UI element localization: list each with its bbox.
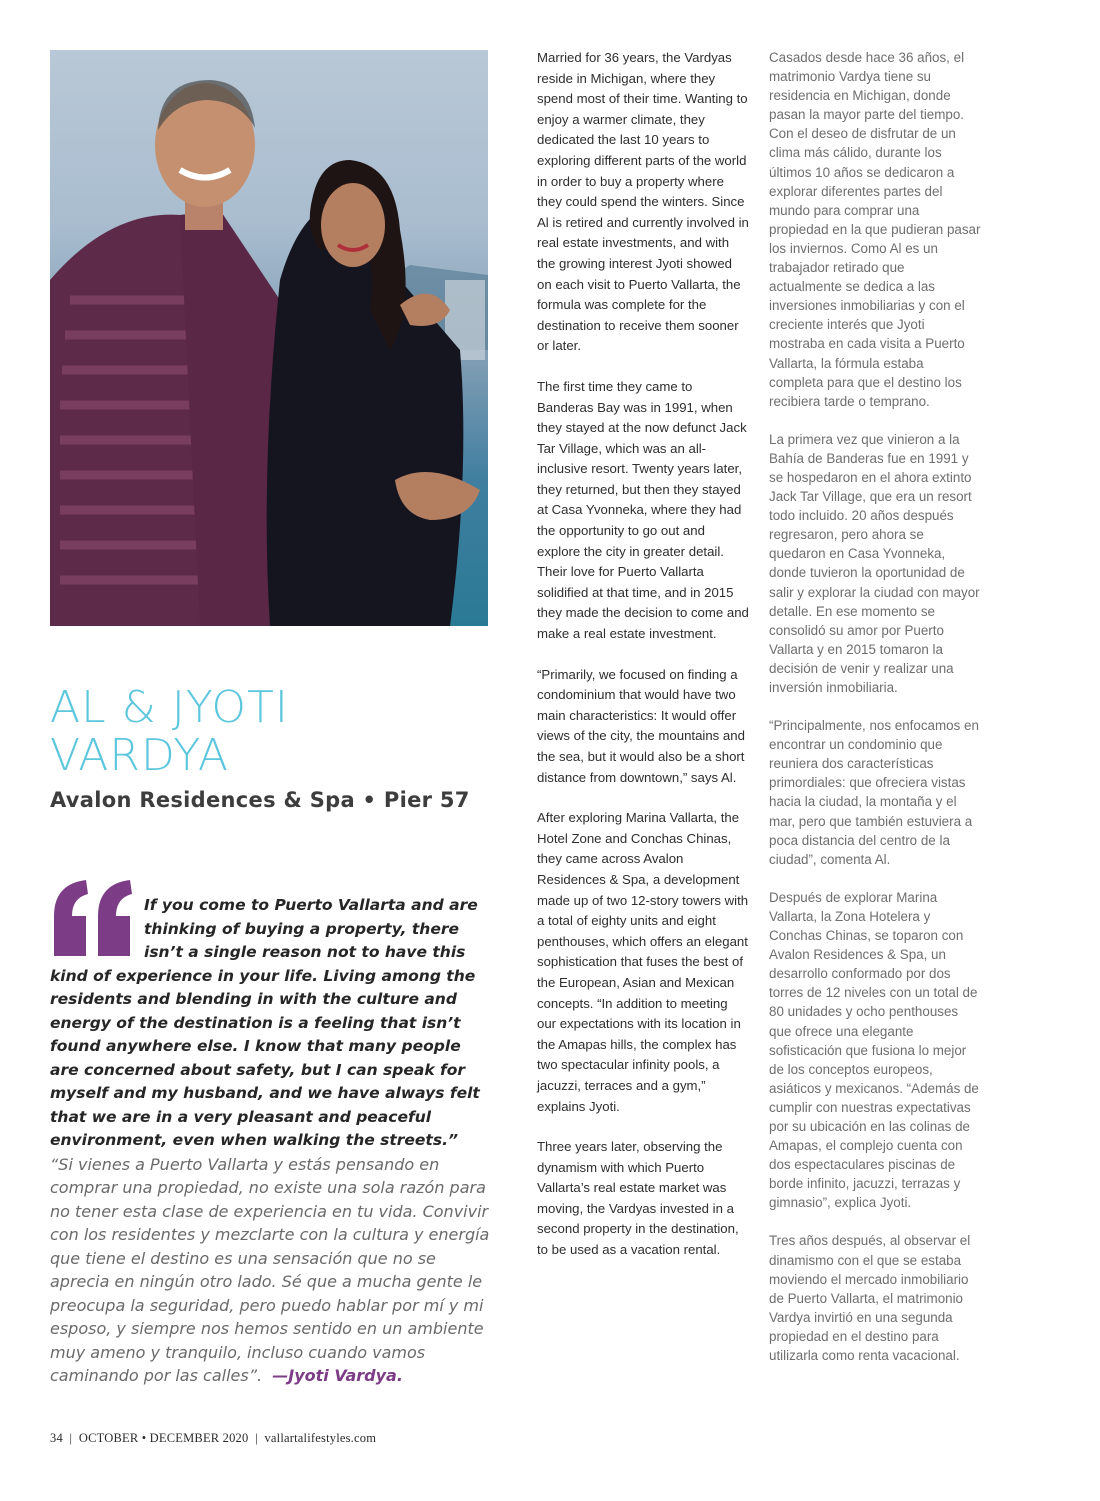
paragraph-es-4: Después de explorar Marina Vallarta, la Zona Hotelera y Conchas Chinas, se toparon con Avalon Residences & Spa, un desarrollo conformado por dos torres de 12 niveles con un total de 80 unidades y ocho penthouses que ofrece una elegante sofisticación que fusiona lo mejor de los conceptos europeos, asiáticos y mexicanos. “Además de cumplir con nuestras expectativas por su ubicación en las colinas de Amapas, el complejo cuenta con dos espectaculares piscinas de borde infinito, jacuzzi, terrazas y gimnasio”, explica Jyoti. (769, 889, 979, 1211)
issue-date: OCTOBER • DECEMBER 2020 (78, 1431, 249, 1445)
paragraph-en-4: After exploring Marina Vallarta, the Hotel Zone and Conchas Chinas, they came across Avalon Residences & Spa, a development made up of two 12-story towers with a total of eighty units and eight penthouses, which offers an elegant sophistication that fuses the best of the European, Asian and Mexican concepts. “In addition to meeting our expectations with its location in the Amapas hills, the complex has two spectacular infinity pools, a jacuzzi, terraces and a gym,” explains Jyoti. (537, 810, 749, 1114)
paragraph-es-5: Tres años después, al observar el dinamismo con el que se estaba moviendo el mercado inmobiliario de Puerto Vallarta, el matrimonio Vardya invirtió en una segunda propiedad en el destino para utilizarla como renta vacacional. (769, 1233, 971, 1363)
couple-illustration (50, 50, 488, 626)
website-link[interactable]: vallartalifestyles.com (264, 1431, 377, 1445)
quote-spanish-text: “Si vienes a Puerto Vallarta y estás pensando en comprar una propiedad, no existe una sola razón para no tener esta clase de experiencia en tu vida. Convivir con los residentes y mezclarte con la cultura y energía que tiene el destino es una sensación que no se aprecia en ningún otro lado. Sé que a mucha gente le preocupa la seguridad, pero puedo hablar por mí y mi esposo, y siempre nos hemos sentido en un ambiente muy ameno y tranquilo, incluso cuando vamos caminando por las calles”. (50, 1154, 490, 1385)
page-number: 34 (50, 1431, 63, 1445)
pull-quote (50, 880, 490, 1388)
paragraph-en-5: Three years later, observing the dynamism with which Puerto Vallarta’s real estate market was moving, the Vardyas invested in a second property in the destination, to be used as a vacation rental. (537, 1139, 739, 1258)
paragraph-es-3: “Principalmente, nos enfocamos en encontrar un condominio que reuniera dos características primordiales: que ofreciera vistas hacia la ciudad, la montaña y el mar, pero que también estuviera a poca distancia del centro de la ciudad”, comenta Al. (769, 718, 979, 867)
paragraph-es-2: La primera vez que vinieron a la Bahía de Banderas fue en 1991 y se hospedaron en el ahora extinto Jack Tar Village, que era un resort todo incluido. 20 años después regresaron, pero ahora se quedaron en Casa Yvonneka, donde tuvieron la oportunidad de salir y explorar la ciudad con mayor detalle. En ese momento se consolidó su amor por Puerto Vallarta y en 2015 tomaron la decisión de venir y realizar una inversión inmobiliaria. (769, 431, 980, 695)
quote-english: If you come to Puerto Vallarta and are thinking of buying a property, there isn’t a single reason not to have this kind of experience in your life. Living among the residents and blending in with the culture and energy of the destination is a feeling that isn’t found anywhere else. I know that many people are concerned about safety, but I can speak for myself and my husband, and we have always felt that we are in a very pleasant and peaceful environment, even when walking the streets.” (50, 896, 480, 1149)
quote-mark-icon (50, 878, 136, 958)
page-footer: 34 | OCTOBER • DECEMBER 2020 | vallartalifestyles.com (50, 1431, 377, 1445)
article-column-english (537, 48, 749, 1281)
quote-author: —Jyoti Vardya. (272, 1366, 403, 1385)
feature-name (50, 684, 289, 780)
paragraph-en-1: Married for 36 years, the Vardyas reside in Michigan, where they spend most of their time. Wanting to enjoy a warmer climate, they dedicated the last 10 years to exploring different parts of the world in order to buy a property where they could spend the winters. Since Al is retired and currently involved in real estate investments, and with the growing interest Jyoti showed on each visit to Puerto Vallarta, the formula was complete for the destination to receive them sooner or later. (537, 50, 749, 354)
name-line-1: AL & JYOTI (50, 682, 289, 733)
feature-subtitle: Avalon Residences & Spa • Pier 57 (50, 788, 470, 812)
quote-spanish (50, 1153, 490, 1388)
couple-photo (50, 50, 488, 626)
article-column-spanish (769, 48, 981, 1384)
paragraph-en-2: The first time they came to Banderas Bay was in 1991, when they stayed at the now defunct Jack Tar Village, which was an all-inclusive resort. Twenty years later, they returned, but then they stayed at Casa Yvonneka, where they had the opportunity to go out and explore the city in greater detail. Their love for Puerto Vallarta solidified at that time, and in 2015 they made the decision to come and make a real estate investment. (537, 378, 749, 642)
name-line-2: VARDYA (50, 730, 229, 781)
paragraph-en-3: “Primarily, we focused on finding a condominium that would have two main characteristics: It would offer views of the city, the mountains and the sea, but it would also be a short distance from downtown,” says Al. (537, 666, 745, 785)
paragraph-es-1: Casados desde hace 36 años, el matrimonio Vardya tiene su residencia en Michigan, donde pasan la mayor parte del tiempo. Con el deseo de disfrutar de un clima más cálido, durante los últimos 10 años se dedicaron a explorar diferentes partes del mundo para comprar una propiedad en la que pudieran pasar los inviernos. Como Al es un trabajador retirado que actualmente se dedica a las inversiones inmobiliarias y con el creciente interés que Jyoti mostraba en cada visita a Puerto Vallarta, la fórmula estaba completa para que el destino los recibiera tarde o temprano. (769, 50, 981, 409)
